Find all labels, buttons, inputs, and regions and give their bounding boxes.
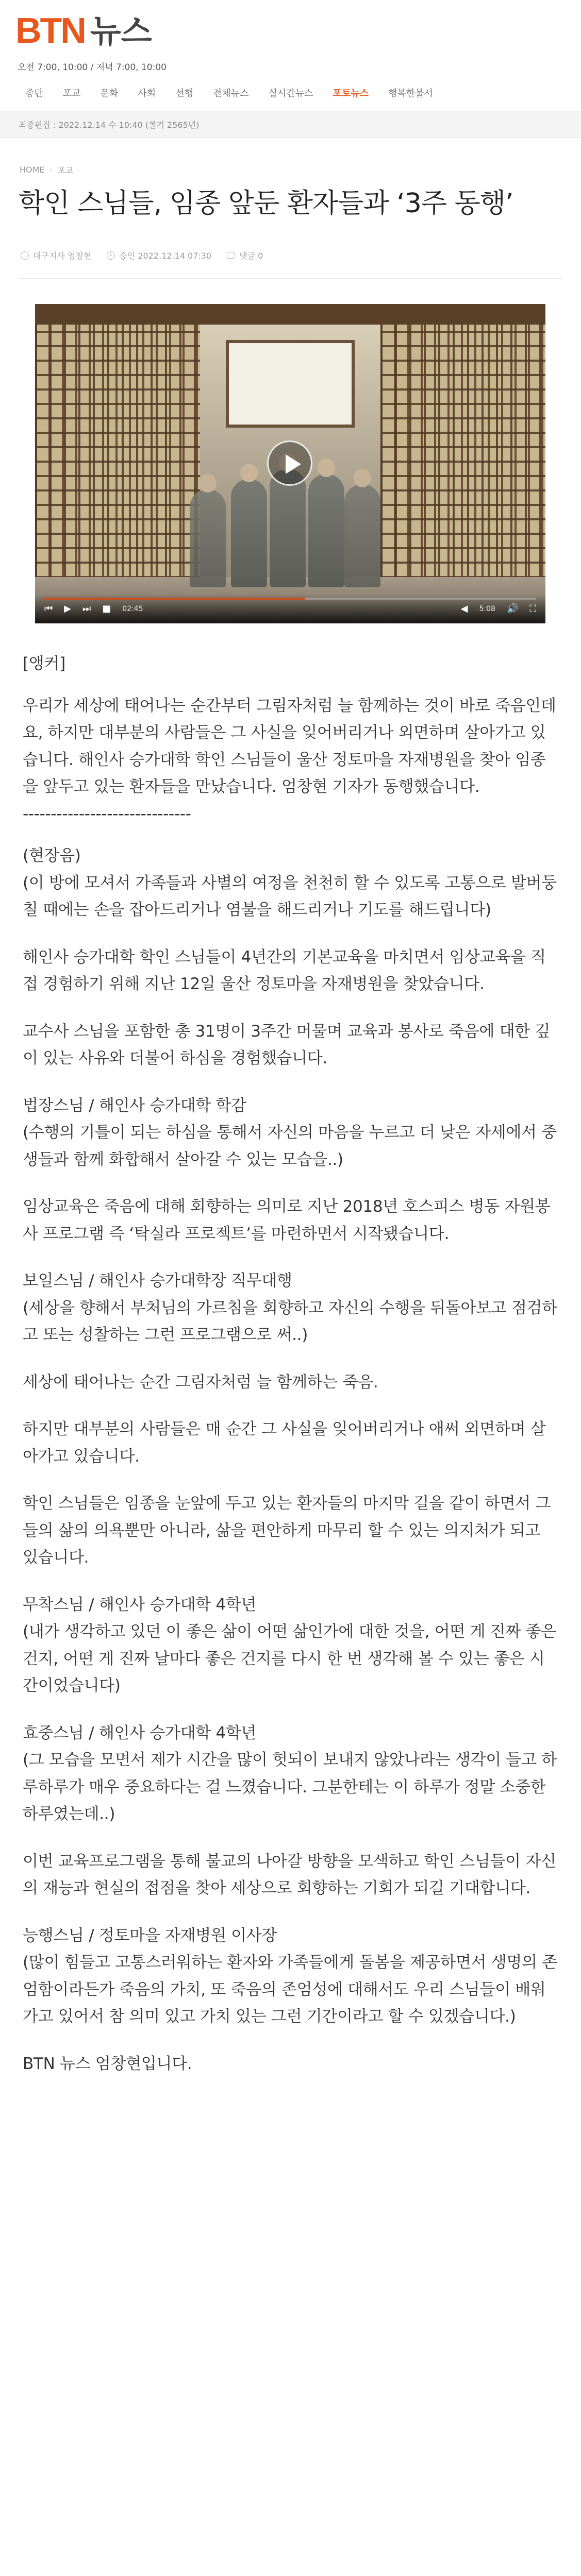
article-paragraph: (많이 힘들고 고통스러워하는 환자와 가족들에게 돌봄을 제공하면서 생명의 존엄함이라든가 죽음의 가치, 또 죽음의 존엄성에 대해서도 우리 스님들이 배워가고 있어서 참 의미 있고 가치 있는 그런 기간이라고 할 수 있겠습니다.) (23, 1953, 557, 2026)
site-header (0, 0, 581, 76)
nav-item[interactable]: 문화 (100, 88, 119, 99)
last-edit-bar (0, 111, 581, 138)
article-meta (21, 249, 263, 261)
video-current-time: 02:45 (122, 605, 143, 613)
article-paragraph: (현장음) (23, 846, 81, 865)
article-paragraph: (그 모습을 모면서 제가 시간을 많이 헛되이 보내지 않았나라는 생각이 들고 하루하루가 매우 중요하다는 걸 느꼈습니다. 그분한테는 이 하루가 정말 소중한 하루였는데..) (23, 1751, 557, 1823)
skip-forward-icon[interactable]: ⏭ (82, 603, 91, 614)
fullscreen-icon[interactable]: ⛶ (529, 603, 536, 614)
logo-brand: BTN (15, 10, 85, 50)
published-info (107, 249, 211, 261)
nav-item[interactable]: 포교 (62, 88, 81, 99)
article-paragraph: 법장스님 / 해인사 승가대학 학감 (23, 1096, 246, 1115)
nav-item[interactable]: 포토뉴스 (333, 88, 369, 99)
article-paragraph: 이번 교육프로그램을 통해 불교의 나아갈 방향을 모색하고 학인 스님들이 자신의 재능과 현실의 접점을 찾아 세상으로 회향하는 기회가 되길 기대합니다. (23, 1852, 556, 1897)
reporter-name: 대구지사 엄창현 (33, 251, 92, 261)
article-paragraph: [앵커] (23, 654, 65, 673)
nav-item[interactable]: 종단 (25, 88, 43, 99)
broadcast-schedule: 오전 7:00, 10:00 / 저녁 7:00, 10:00 (18, 62, 167, 73)
rewind-icon[interactable]: ◀ (460, 603, 468, 614)
user-icon (21, 251, 29, 260)
article-paragraph: (내가 생각하고 있던 이 좋은 삶이 어떤 삶인가에 대한 것을, 어떤 게 진짜 좋은 건지, 어떤 게 진짜 날마다 좋은 건지를 다시 한 번 생각해 볼 수 있는 좋은 시간이었습니다) (23, 1622, 556, 1695)
breadcrumb (20, 164, 73, 176)
article-paragraph: (이 방에 모셔서 가족들과 사별의 여정을 천천히 할 수 있도록 고통으로 발버둥 칠 때에는 손을 잡아드리거나 염불을 해드리거나 기도를 해드립니다) (23, 873, 557, 919)
logo-news-text: 뉴스 (90, 12, 152, 50)
article-paragraph: 무착스님 / 해인사 승가대학 4학년 (23, 1595, 257, 1614)
nav-item[interactable]: 선행 (175, 88, 193, 99)
comment-icon (227, 252, 235, 259)
article-paragraph: ------------------------------ (23, 804, 191, 823)
meta-divider (19, 278, 562, 279)
article-paragraph: (수행의 기틀이 되는 하심을 통해서 자신의 마음을 누르고 더 낮은 자세에서 중생들과 함께 화합해서 살아갈 수 있는 모습을..) (23, 1123, 557, 1169)
chevron-right-icon: › (49, 166, 53, 174)
nav-item[interactable]: 행복한불서 (388, 88, 433, 99)
comment-info[interactable] (227, 249, 263, 261)
play-small-icon[interactable]: ▶ (64, 603, 72, 614)
article-paragraph: 세상에 태어나는 순간 그림자처럼 늘 함께하는 죽음. (23, 1372, 378, 1392)
article-paragraph: 학인 스님들은 임종을 눈앞에 두고 있는 환자들의 마지막 길을 같이 하면서 그들의 삶의 의욕뿐만 아니라, 삶을 편안하게 마무리 할 수 있는 의지처가 되고 있습니다. (23, 1494, 551, 1567)
skip-back-icon[interactable]: ⏮ (44, 603, 53, 614)
article-paragraph: 능행스님 / 정토마을 자재병원 이사장 (23, 1926, 277, 1945)
nav-item[interactable]: 실시간뉴스 (268, 88, 313, 99)
play-icon[interactable] (267, 440, 312, 486)
article-paragraph: 우리가 세상에 태어나는 순간부터 그림자처럼 늘 함께하는 것이 바로 죽음인데요, 하지만 대부분의 사람들은 그 사실을 잊어버리거나 외면하며 살아가고 있습니다. 해인사 승가대학 학인 스님들이 울산 정토마을 자재병원을 찾아 임종을 앞두고 있는 환자들을 만났습니다. 엄창현 기자가 동행했습니다. (23, 696, 556, 796)
article-paragraph: 하지만 대부분의 사람들은 매 순간 그 사실을 잊어버리거나 애써 외면하며 살아가고 있습니다. (23, 1420, 546, 1466)
clock-icon (107, 251, 115, 260)
article-body (23, 650, 559, 2077)
video-total-time: 5:08 (479, 605, 495, 613)
stop-icon[interactable]: ■ (102, 603, 111, 614)
breadcrumb-section[interactable]: 포교 (57, 165, 74, 175)
video-player[interactable] (35, 304, 545, 623)
article-paragraph: (세상을 향해서 부처님의 가르침을 회향하고 자신의 수행을 뒤돌아보고 점검하고 또는 성찰하는 그런 프로그램으로 써..) (23, 1298, 557, 1344)
article-paragraph: 보일스님 / 해인사 승가대학장 직무대행 (23, 1272, 292, 1290)
nav-item[interactable]: 사회 (138, 88, 156, 99)
reporter-info (21, 249, 91, 261)
article-title: 학인 스님들, 임종 앞둔 환자들과 ‘3주 동행’ (19, 188, 513, 219)
site-logo[interactable] (15, 12, 152, 48)
video-controls (35, 595, 545, 623)
article-paragraph: BTN 뉴스 엄창현입니다. (23, 2054, 192, 2073)
article-paragraph: 해인사 승가대학 학인 스님들이 4년간의 기본교육을 마치면서 임상교육을 직접 경험하기 위해 지난 12일 울산 정토마을 자재병원을 찾았습니다. (23, 947, 546, 993)
published-date: 승인 2022.12.14 07:30 (119, 251, 212, 261)
article-paragraph: 교수사 스님을 포함한 총 31명이 3주간 머물며 교육과 봉사로 죽음에 대한 깊이 있는 사유와 더불어 하심을 경험했습니다. (23, 1022, 551, 1067)
comment-count: 댓글 0 (239, 251, 263, 261)
main-nav (0, 76, 581, 111)
article-paragraph: 임상교육은 죽음에 대해 회향하는 의미로 지난 2018년 호스피스 병동 자원봉사 프로그램 즉 ‘탁실라 프로젝트’를 마련하면서 시작됐습니다. (23, 1197, 551, 1243)
last-edit-text: 최종편집 : 2022.12.14 수 10:40 (볼기 2565년) (19, 120, 200, 130)
volume-icon[interactable]: 🔊 (506, 603, 519, 614)
breadcrumb-home[interactable]: HOME (20, 165, 45, 175)
nav-item[interactable]: 전체뉴스 (212, 88, 249, 99)
article-paragraph: 효중스님 / 해인사 승가대학 4학년 (23, 1723, 257, 1742)
